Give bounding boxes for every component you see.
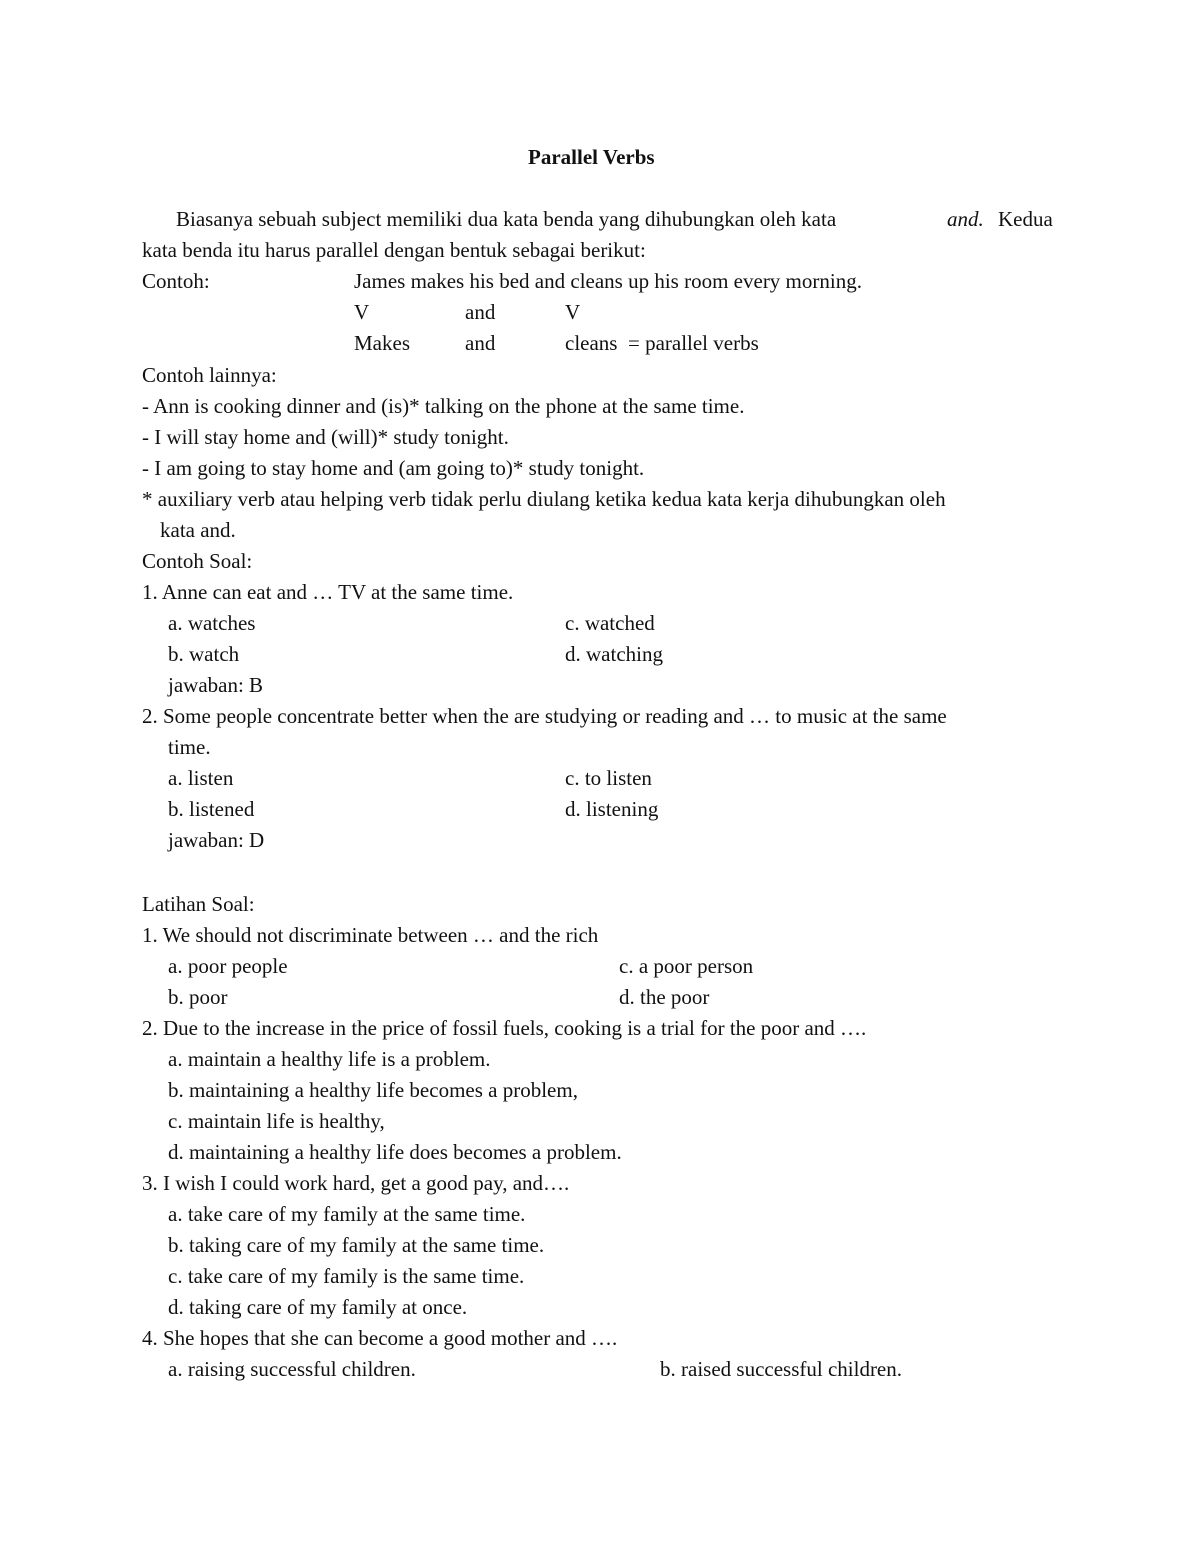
sample-q2-answer: jawaban: D bbox=[168, 828, 265, 852]
intro-emphasis-and: and. bbox=[947, 207, 984, 231]
example-row1-col2: and bbox=[465, 300, 496, 324]
auxiliary-note-line-2: kata and. bbox=[160, 518, 236, 542]
exercise-q2-option-c: c. maintain life is healthy, bbox=[168, 1109, 385, 1133]
example-row1-col3: V bbox=[565, 300, 581, 324]
example-row2-col3: cleans = parallel verbs bbox=[565, 331, 759, 355]
exercise-q3-option-c: c. take care of my family is the same time. bbox=[168, 1264, 525, 1288]
sample-question-2-line-1: 2. Some people concentrate better when the are studying or reading and … to music at the same bbox=[142, 704, 947, 728]
example-row2-col1: Makes bbox=[354, 331, 410, 355]
exercise-q1-option-a: a. poor people bbox=[168, 954, 288, 978]
intro-line-1-text: Biasanya sebuah subject memiliki dua kata benda yang dihubungkan oleh kata bbox=[176, 207, 837, 231]
other-example-item: - Ann is cooking dinner and (is)* talking on the phone at the same time. bbox=[142, 394, 745, 418]
sample-question-2-line-2: time. bbox=[168, 735, 211, 759]
exercises-label: Latihan Soal: bbox=[142, 892, 255, 916]
exercise-q4-option-a: a. raising successful children. bbox=[168, 1357, 416, 1381]
page-title: Parallel Verbs bbox=[528, 145, 655, 169]
sample-q2-option-b: b. listened bbox=[168, 797, 255, 821]
exercise-q2-option-b: b. maintaining a healthy life becomes a problem, bbox=[168, 1078, 578, 1102]
exercise-q1-option-d: d. the poor bbox=[619, 985, 710, 1009]
other-example-item: - I will stay home and (will)* study tonight. bbox=[142, 425, 509, 449]
sample-q1-answer: jawaban: B bbox=[168, 673, 264, 697]
example-label: Contoh: bbox=[142, 269, 210, 293]
exercise-q1-option-b: b. poor bbox=[168, 985, 228, 1009]
other-example-item: - I am going to stay home and (am going to)* study tonight. bbox=[142, 456, 645, 480]
sample-q1-option-b: b. watch bbox=[168, 642, 240, 666]
exercise-q2-option-d: d. maintaining a healthy life does becomes a problem. bbox=[168, 1140, 622, 1164]
auxiliary-note-line-1: * auxiliary verb atau helping verb tidak perlu diulang ketika kedua kata kerja dihubungkan oleh bbox=[142, 487, 946, 511]
sample-q1-option-c: c. watched bbox=[565, 611, 655, 635]
example-sentence: James makes his bed and cleans up his room every morning. bbox=[354, 269, 862, 293]
example-row2-col2: and bbox=[465, 331, 496, 355]
exercise-question-2: 2. Due to the increase in the price of fossil fuels, cooking is a trial for the poor and …. bbox=[142, 1016, 867, 1040]
exercise-question-1: 1. We should not discriminate between … and the rich bbox=[142, 923, 599, 947]
exercise-question-3: 3. I wish I could work hard, get a good pay, and…. bbox=[142, 1171, 570, 1195]
exercise-q3-option-b: b. taking care of my family at the same time. bbox=[168, 1233, 545, 1257]
exercise-question-4: 4. She hopes that she can become a good mother and …. bbox=[142, 1326, 618, 1350]
exercise-q3-option-a: a. take care of my family at the same time. bbox=[168, 1202, 526, 1226]
sample-q2-option-c: c. to listen bbox=[565, 766, 652, 790]
example-row1-col1: V bbox=[354, 300, 370, 324]
sample-questions-label: Contoh Soal: bbox=[142, 549, 253, 573]
other-examples-label: Contoh lainnya: bbox=[142, 363, 277, 387]
exercise-q3-option-d: d. taking care of my family at once. bbox=[168, 1295, 468, 1319]
exercise-q1-option-c: c. a poor person bbox=[619, 954, 754, 978]
sample-question-1: 1. Anne can eat and … TV at the same time. bbox=[142, 580, 514, 604]
exercise-q2-option-a: a. maintain a healthy life is a problem. bbox=[168, 1047, 491, 1071]
intro-line-1-end: Kedua bbox=[998, 207, 1053, 231]
sample-q2-option-a: a. listen bbox=[168, 766, 234, 790]
sample-q1-option-a: a. watches bbox=[168, 611, 256, 635]
sample-q1-option-d: d. watching bbox=[565, 642, 663, 666]
intro-line-1-emphasis bbox=[947, 206, 984, 232]
exercise-q4-option-b: b. raised successful children. bbox=[660, 1357, 903, 1381]
intro-line-2: kata benda itu harus parallel dengan bentuk sebagai berikut: bbox=[142, 238, 646, 262]
sample-q2-option-d: d. listening bbox=[565, 797, 659, 821]
